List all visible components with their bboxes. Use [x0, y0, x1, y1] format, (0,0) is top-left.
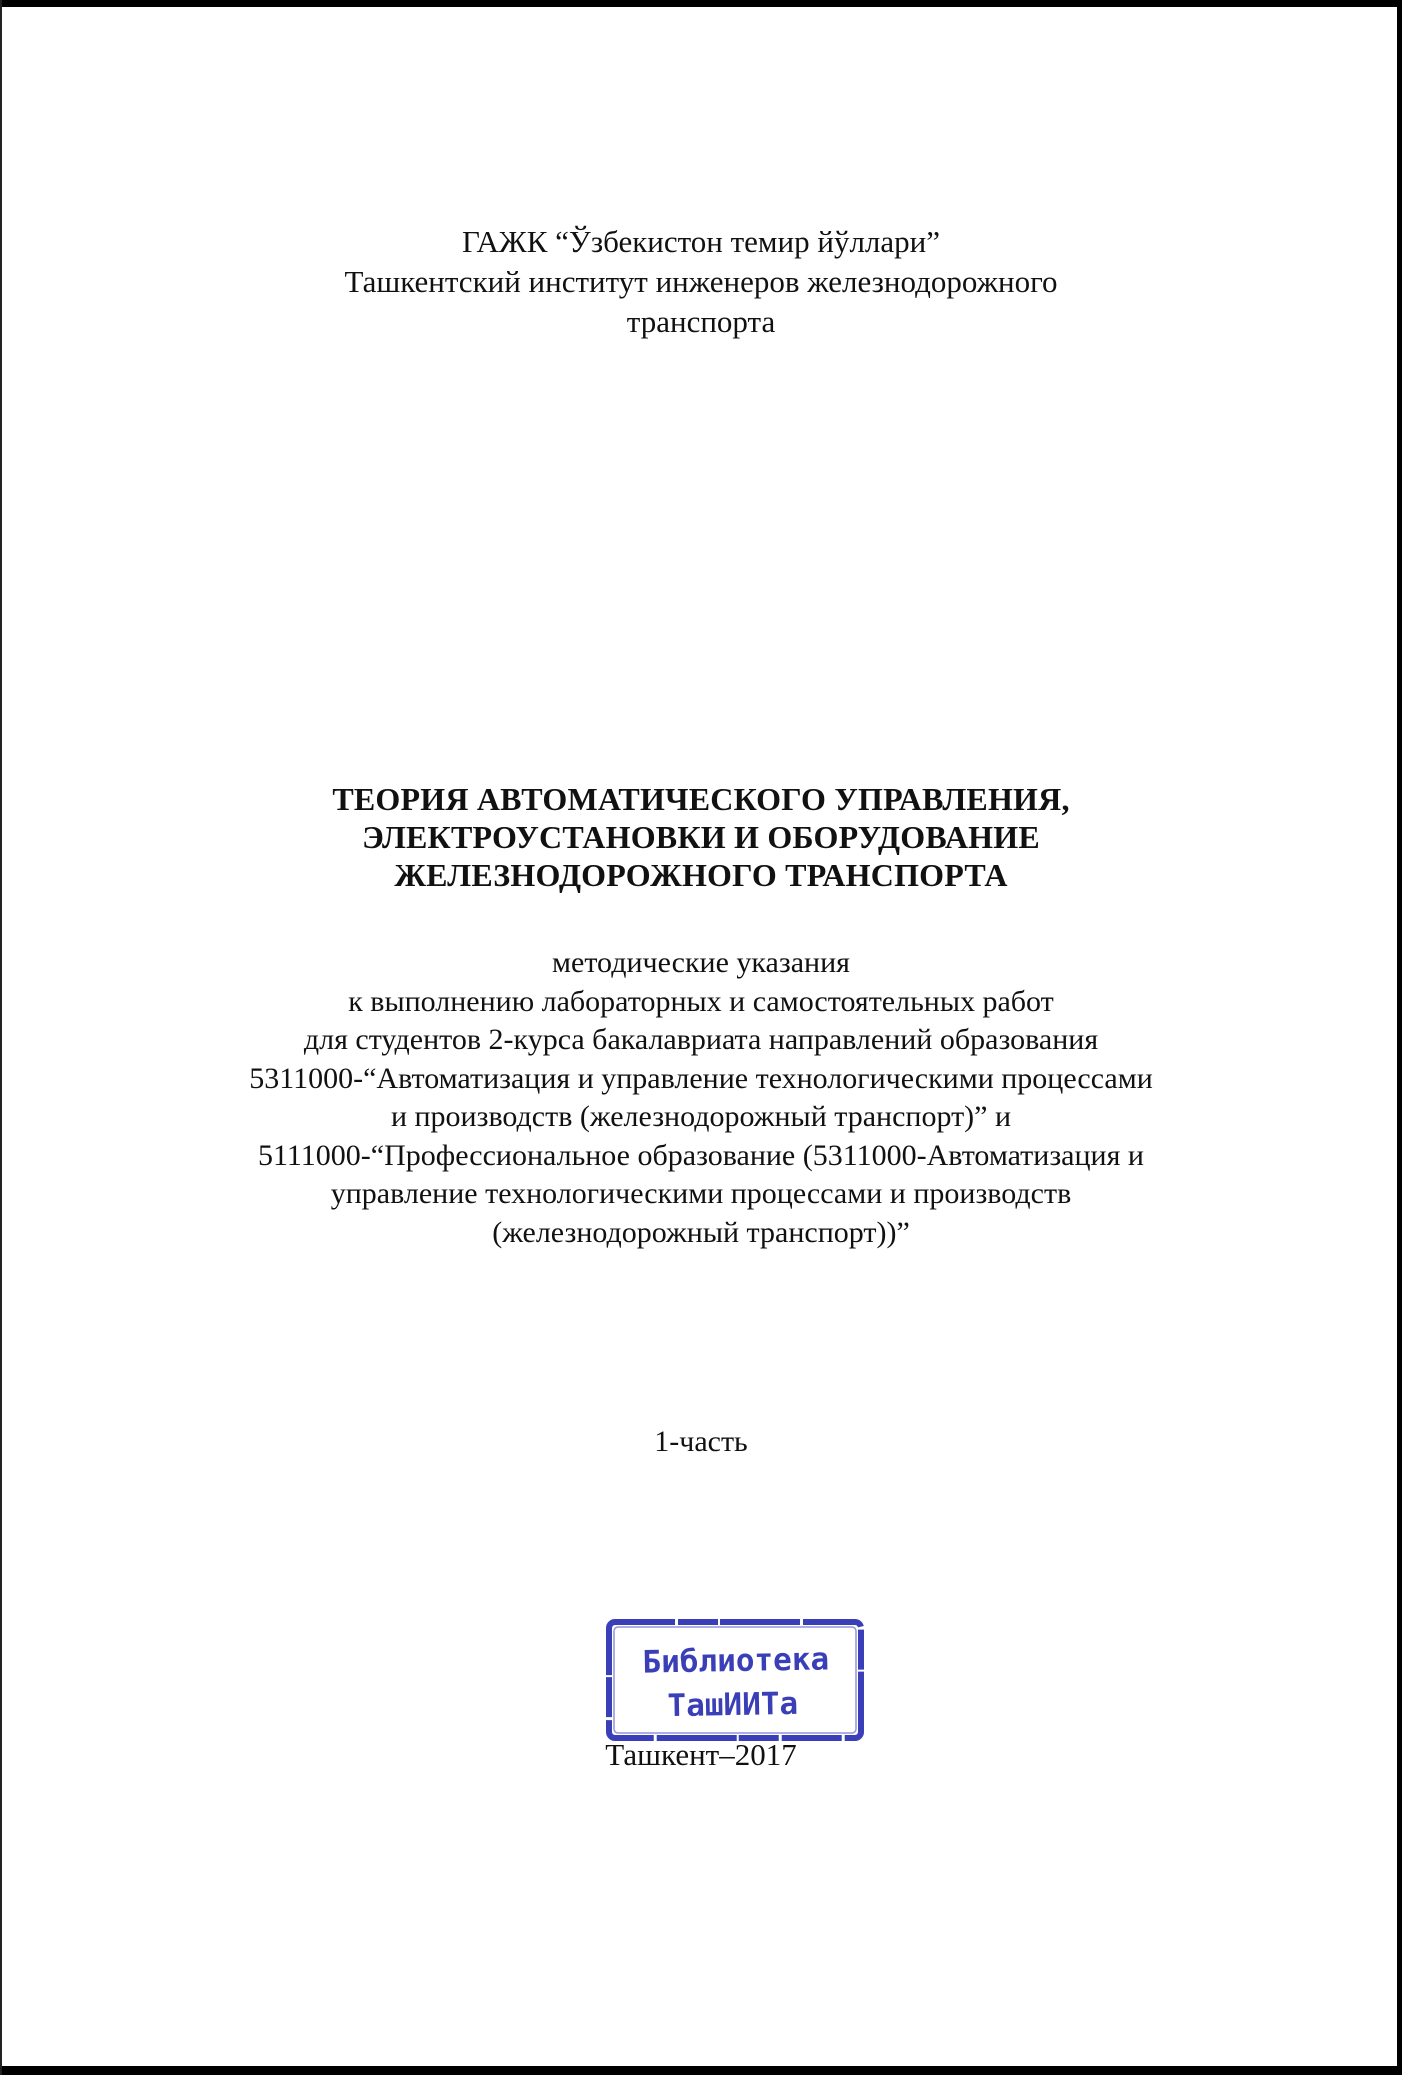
- document-description: [0, 944, 1402, 1252]
- scan-border-top: [0, 0, 1402, 7]
- library-stamp: [605, 1617, 868, 1745]
- description-line: 5311000-“Автоматизация и управление технологическими процессами: [249, 1061, 1153, 1095]
- scan-border-bottom: [0, 2066, 1402, 2075]
- header-line-3: транспорта: [626, 304, 776, 339]
- city-year: Ташкент–2017: [605, 1737, 797, 1772]
- document-title: [0, 780, 1402, 894]
- description-line: для студентов 2-курса бакалавриата направлений образования: [303, 1023, 1099, 1056]
- part-number: 1-часть: [654, 1425, 748, 1458]
- stamp-line-2: ТашИИТа: [667, 1685, 799, 1725]
- title-line-3: ЖЕЛЕЗНОДОРОЖНОГО ТРАНСПОРТА: [394, 857, 1008, 893]
- title-line-1: ТЕОРИЯ АВТОМАТИЧЕСКОГО УПРАВЛЕНИЯ,: [332, 781, 1070, 817]
- description-line: 5111000-“Профессиональное образование (5311000-Автоматизация и: [258, 1138, 1144, 1172]
- header-line-2: Ташкентский институт инженеров железнодорожного: [344, 264, 1058, 299]
- title-line-2: ЭЛЕКТРОУСТАНОВКИ И ОБОРУДОВАНИЕ: [362, 819, 1040, 855]
- description-line: (железнодорожный транспорт))”: [492, 1215, 910, 1249]
- institution-header: [0, 222, 1402, 342]
- header-line-1: ГАЖК “Ўзбекистон темир йўллари”: [461, 224, 940, 259]
- description-line: управление технологическими процессами и производств: [330, 1177, 1072, 1210]
- description-line: к выполнению лабораторных и самостоятельных работ: [348, 984, 1054, 1018]
- stamp-line-1: Библиотека: [642, 1641, 830, 1681]
- description-line: методические указания: [552, 946, 850, 979]
- description-line: и производств (железнодорожный транспорт)” и: [390, 1100, 1012, 1133]
